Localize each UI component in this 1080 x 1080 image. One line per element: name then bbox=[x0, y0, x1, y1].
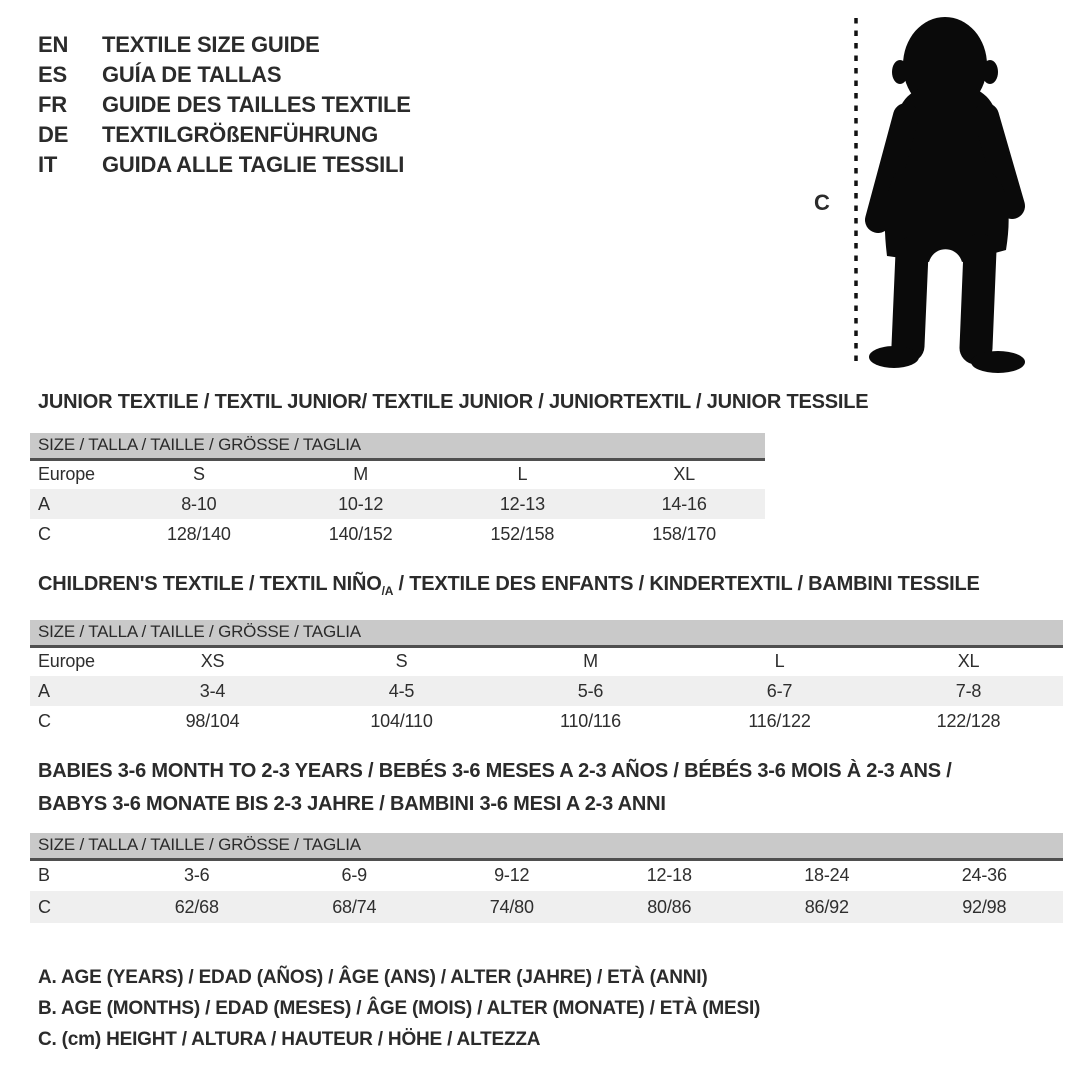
age-months-row bbox=[30, 859, 1063, 891]
value-cell: 86/92 bbox=[748, 891, 906, 923]
babies-section-title bbox=[38, 755, 1038, 821]
value-cell: 128/140 bbox=[167, 523, 231, 544]
value-cell: 80/86 bbox=[591, 891, 749, 923]
height-cm-row bbox=[30, 706, 1063, 736]
value-cell: 152/158 bbox=[490, 523, 555, 544]
size-cell: M bbox=[353, 464, 369, 485]
value-cell: 158/170 bbox=[652, 523, 716, 544]
value-cell: 140/152 bbox=[328, 523, 393, 544]
value-cell: 4-5 bbox=[307, 676, 496, 706]
row-label: Europe bbox=[38, 464, 95, 485]
toddler-shape bbox=[869, 17, 1025, 373]
value-cell: 6-7 bbox=[685, 676, 874, 706]
size-header-row bbox=[30, 620, 1063, 646]
value-cell: 3-6 bbox=[184, 865, 210, 886]
row-label: A bbox=[30, 489, 118, 519]
lang-row-es bbox=[38, 60, 411, 90]
row-label: Europe bbox=[38, 651, 95, 672]
toddler-silhouette bbox=[840, 8, 1030, 373]
value-cell: 24-36 bbox=[961, 865, 1007, 886]
europe-row bbox=[30, 646, 1063, 676]
lang-label: TEXTILGRÖßENFÜHRUNG bbox=[102, 122, 379, 147]
value-cell: 92/98 bbox=[906, 891, 1064, 923]
age-years-row bbox=[30, 489, 765, 519]
value-cell: 104/110 bbox=[370, 710, 433, 731]
size-cell: S bbox=[395, 651, 408, 672]
value-cell: 3-4 bbox=[118, 676, 307, 706]
size-cell: M bbox=[583, 651, 598, 672]
babies-title-line1: BABIES 3-6 MONTH TO 2-3 YEARS / BEBÉS 3-6 MESES A 2-3 AÑOS / BÉBÉS 3-6 MOIS À 2-3 ANS / bbox=[38, 760, 952, 782]
junior-size-table bbox=[30, 433, 765, 549]
size-cell: XS bbox=[200, 651, 225, 672]
value-cell: 10-12 bbox=[280, 489, 442, 519]
size-cell: XL bbox=[957, 651, 980, 672]
footnote-b: B. AGE (MONTHS) / EDAD (MESES) / ÂGE (MOIS) / ALTER (MONATE) / ETÀ (MESI) bbox=[38, 998, 761, 1019]
footnote-c: C. (cm) HEIGHT / ALTURA / HAUTEUR / HÖHE / ALTEZZA bbox=[38, 1029, 541, 1050]
height-cm-row bbox=[30, 891, 1063, 923]
lang-code: ES bbox=[38, 62, 67, 87]
height-marker-label: C bbox=[814, 190, 830, 215]
value-cell: 74/80 bbox=[433, 891, 591, 923]
value-cell: 62/68 bbox=[118, 891, 276, 923]
lang-row-de bbox=[38, 120, 411, 150]
value-cell: 7-8 bbox=[874, 676, 1063, 706]
size-header-cell: SIZE / TALLA / TAILLE / GRÖSSE / TAGLIA bbox=[30, 833, 1063, 859]
lang-row-fr bbox=[38, 90, 411, 120]
children-title-sub: /A bbox=[381, 584, 394, 598]
children-size-table bbox=[30, 620, 1063, 736]
value-cell: 12-13 bbox=[442, 489, 604, 519]
value-cell: 18-24 bbox=[804, 865, 850, 886]
lang-label: GUIDE DES TAILLES TEXTILE bbox=[102, 92, 411, 117]
value-cell: 12-18 bbox=[646, 865, 692, 886]
size-cell: S bbox=[192, 464, 205, 485]
value-cell: 9-12 bbox=[494, 865, 530, 886]
value-cell: 98/104 bbox=[185, 710, 240, 731]
value-cell: 116/122 bbox=[748, 710, 811, 731]
size-cell: L bbox=[774, 651, 785, 672]
size-header-row bbox=[30, 433, 765, 459]
lang-label: GUÍA DE TALLAS bbox=[102, 62, 282, 87]
size-header-row bbox=[30, 833, 1063, 859]
value-cell: 122/128 bbox=[936, 710, 1001, 731]
value-cell: 8-10 bbox=[118, 489, 280, 519]
babies-size-table bbox=[30, 833, 1063, 923]
lang-row-it bbox=[38, 150, 411, 180]
row-label: C bbox=[38, 523, 51, 544]
age-years-row bbox=[30, 676, 1063, 706]
children-section-title bbox=[38, 573, 980, 598]
height-cm-row bbox=[30, 519, 765, 549]
lang-code: DE bbox=[38, 122, 69, 147]
size-cell: L bbox=[517, 464, 528, 485]
value-cell: 5-6 bbox=[496, 676, 685, 706]
row-label: A bbox=[30, 676, 118, 706]
lang-code: IT bbox=[38, 152, 58, 177]
value-cell: 14-16 bbox=[603, 489, 765, 519]
children-title-post: / TEXTILE DES ENFANTS / KINDERTEXTIL / BAMBINI TESSILE bbox=[393, 573, 980, 595]
lang-label: TEXTILE SIZE GUIDE bbox=[102, 32, 320, 57]
babies-title-line2: BABYS 3-6 MONATE BIS 2-3 JAHRE / BAMBINI 3-6 MESI A 2-3 ANNI bbox=[38, 793, 666, 815]
size-header-cell: SIZE / TALLA / TAILLE / GRÖSSE / TAGLIA bbox=[30, 433, 765, 459]
europe-row bbox=[30, 459, 765, 489]
children-title-pre: CHILDREN'S TEXTILE / TEXTIL NIÑO bbox=[38, 573, 382, 595]
lang-code: EN bbox=[38, 32, 69, 57]
footnote-a: A. AGE (YEARS) / EDAD (AÑOS) / ÂGE (ANS) / ALTER (JAHRE) / ETÀ (ANNI) bbox=[38, 967, 708, 988]
value-cell: 6-9 bbox=[341, 865, 367, 886]
row-label: C bbox=[38, 710, 51, 731]
footnotes bbox=[38, 962, 760, 1055]
lang-code: FR bbox=[38, 92, 67, 117]
row-label: C bbox=[30, 891, 118, 923]
junior-section-title: JUNIOR TEXTILE / TEXTIL JUNIOR/ TEXTILE JUNIOR / JUNIORTEXTIL / JUNIOR TESSILE bbox=[38, 391, 869, 413]
value-cell: 110/116 bbox=[560, 710, 621, 731]
row-label: B bbox=[38, 865, 50, 886]
size-cell: XL bbox=[673, 464, 695, 485]
value-cell: 68/74 bbox=[276, 891, 434, 923]
size-header-cell: SIZE / TALLA / TAILLE / GRÖSSE / TAGLIA bbox=[30, 620, 1063, 646]
lang-row-en bbox=[38, 30, 411, 60]
language-header bbox=[38, 30, 411, 180]
lang-label: GUIDA ALLE TAGLIE TESSILI bbox=[102, 152, 405, 177]
